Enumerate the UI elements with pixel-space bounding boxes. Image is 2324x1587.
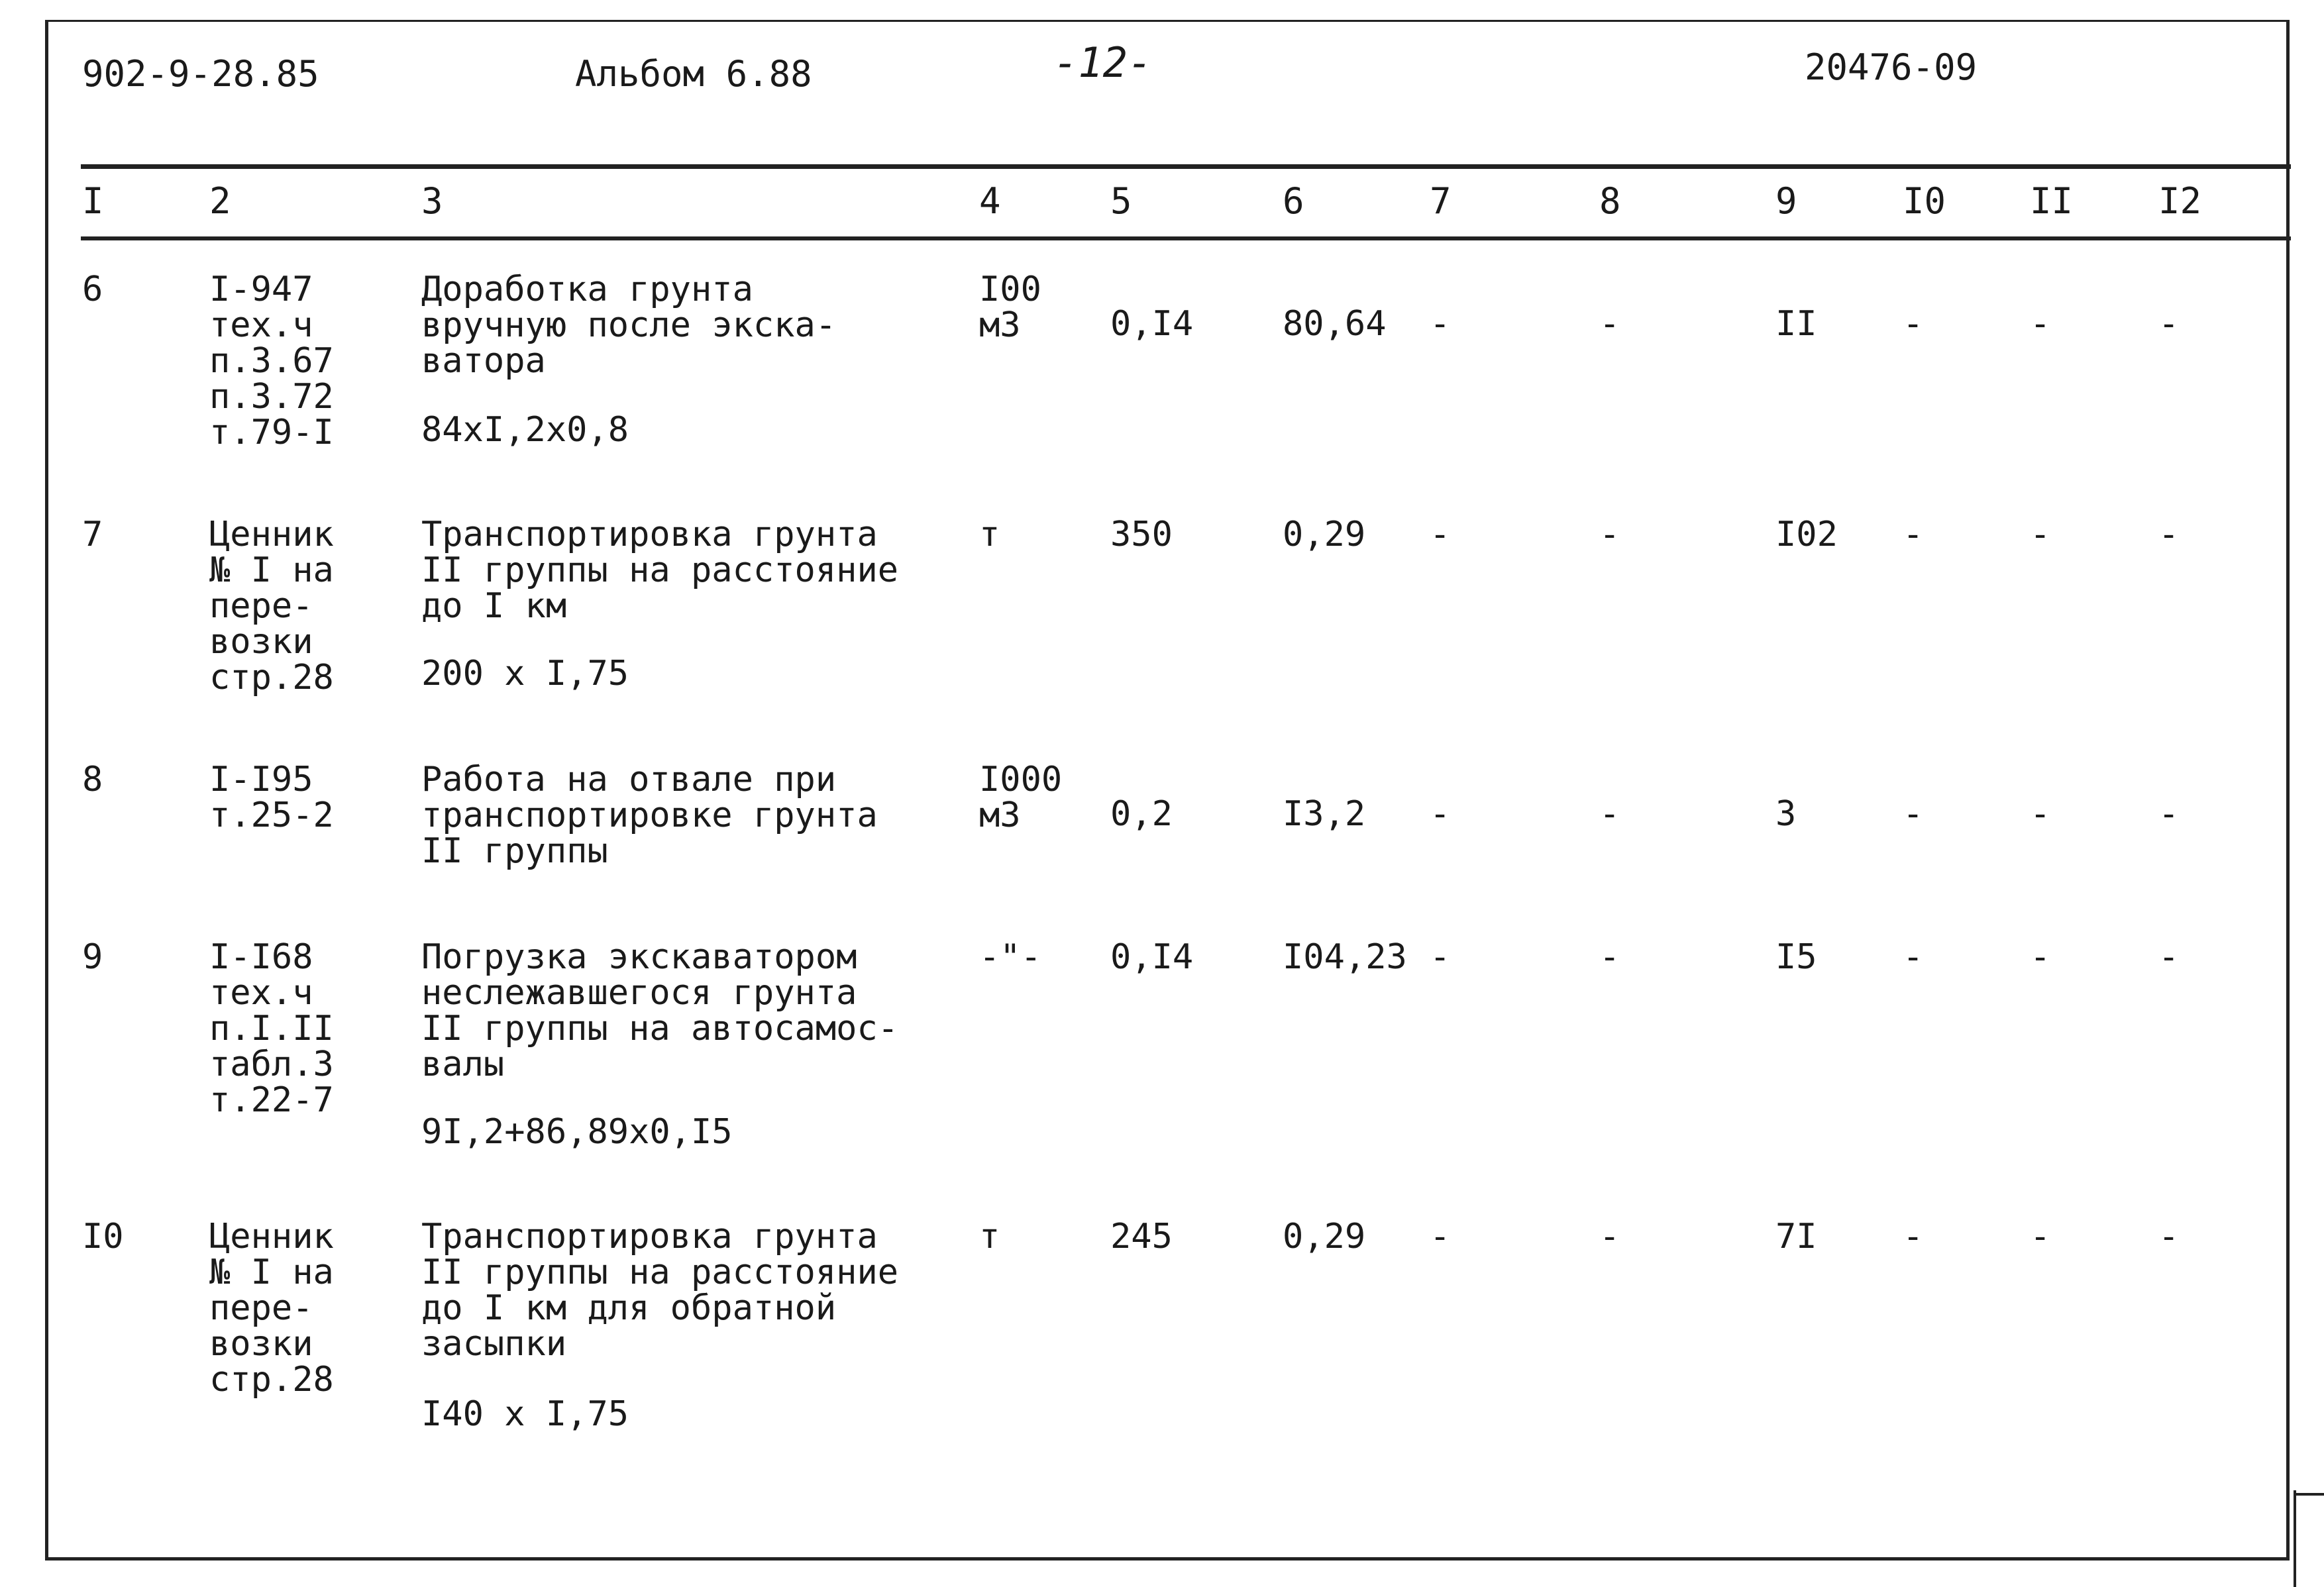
col8-value: -	[1599, 304, 1620, 344]
col12-value: -	[2158, 937, 2180, 977]
quantity: 350	[1110, 515, 1173, 554]
col8-value: -	[1599, 515, 1620, 554]
table-header-rule	[81, 236, 2291, 240]
column-header-1: I	[82, 180, 104, 222]
column-header-8: 8	[1599, 180, 1621, 222]
work-description: Доработка грунта вручную после экска- ватора	[421, 270, 837, 381]
col10-value: -	[1903, 937, 1924, 977]
work-description: Транспортировка грунта II группы на расстояние до I км для обратной засыпки	[421, 1217, 899, 1364]
column-header-5: 5	[1110, 180, 1132, 222]
col9-value: 3	[1775, 794, 1797, 834]
row-number: 7	[82, 515, 103, 554]
work-description: Работа на отвале при транспортировке грунта II группы	[421, 760, 878, 871]
col12-value: -	[2158, 515, 2180, 554]
sheet-id: 20476-09	[1805, 46, 1978, 88]
col10-value: -	[1903, 1217, 1924, 1256]
col6-value: I04,23	[1283, 937, 1407, 977]
volume-calculation: 200 x I,75	[421, 654, 629, 693]
page-frame	[45, 20, 2290, 1561]
col7-value: -	[1430, 794, 1451, 834]
col7-value: -	[1430, 937, 1451, 977]
norm-reference: I-947 тех.ч п.3.67 п.3.72 т.79-I	[209, 270, 334, 452]
col6-value: 80,64	[1283, 304, 1387, 344]
album-label: Альбом 6.88	[575, 53, 812, 95]
column-header-2: 2	[209, 180, 231, 222]
col11-value: -	[2030, 1217, 2051, 1256]
column-header-7: 7	[1430, 180, 1452, 222]
col11-value: -	[2030, 304, 2051, 344]
col6-value: 0,29	[1283, 1217, 1366, 1256]
volume-calculation: I40 x I,75	[421, 1394, 629, 1434]
quantity: 0,I4	[1110, 304, 1194, 344]
volume-calculation: 9I,2+86,89x0,I5	[421, 1112, 733, 1152]
col8-value: -	[1599, 1217, 1620, 1256]
norm-reference: I-I68 тех.ч п.I.II табл.3 т.22-7	[209, 937, 334, 1120]
quantity: 0,I4	[1110, 937, 1194, 977]
row-number: 6	[82, 270, 103, 309]
quantity: 0,2	[1110, 794, 1173, 834]
volume-calculation: 84xI,2x0,8	[421, 410, 629, 450]
row-number: 9	[82, 937, 103, 977]
col9-value: II	[1775, 304, 1817, 344]
col11-value: -	[2030, 937, 2051, 977]
norm-reference: Ценник № I на пере- возки стр.28	[209, 1217, 334, 1400]
col8-value: -	[1599, 794, 1620, 834]
row-number: 8	[82, 760, 103, 799]
frame-corner-mark	[2294, 1493, 2324, 1496]
column-header-12: I2	[2158, 180, 2202, 222]
col12-value: -	[2158, 304, 2180, 344]
col9-value: I5	[1775, 937, 1817, 977]
col8-value: -	[1599, 937, 1620, 977]
page-number: -12-	[1053, 38, 1153, 87]
column-header-4: 4	[979, 180, 1001, 222]
unit: т	[979, 1217, 1000, 1256]
norm-reference: I-I95 т.25-2	[209, 760, 334, 835]
col7-value: -	[1430, 515, 1451, 554]
unit: I000 м3	[979, 760, 1063, 835]
col10-value: -	[1903, 515, 1924, 554]
col12-value: -	[2158, 1217, 2180, 1256]
column-header-11: II	[2030, 180, 2074, 222]
col9-value: I02	[1775, 515, 1838, 554]
column-header-3: 3	[421, 180, 443, 222]
column-header-6: 6	[1283, 180, 1304, 222]
col9-value: 7I	[1775, 1217, 1817, 1256]
col12-value: -	[2158, 794, 2180, 834]
unit: т	[979, 515, 1000, 554]
col6-value: I3,2	[1283, 794, 1366, 834]
col11-value: -	[2030, 515, 2051, 554]
unit: -"-	[979, 937, 1041, 977]
col10-value: -	[1903, 304, 1924, 344]
table-top-rule	[81, 164, 2291, 169]
work-description: Погрузка экскаватором неслежавшегося грунта II группы на автосамос- валы	[421, 937, 899, 1084]
unit: I00 м3	[979, 270, 1041, 345]
col7-value: -	[1430, 304, 1451, 344]
column-header-9: 9	[1775, 180, 1797, 222]
col7-value: -	[1430, 1217, 1451, 1256]
col10-value: -	[1903, 794, 1924, 834]
doc-code: 902-9-28.85	[82, 53, 319, 95]
work-description: Транспортировка грунта II группы на расстояние до I км	[421, 515, 899, 626]
norm-reference: Ценник № I на пере- возки стр.28	[209, 515, 334, 697]
col11-value: -	[2030, 794, 2051, 834]
col6-value: 0,29	[1283, 515, 1366, 554]
column-header-10: I0	[1903, 180, 1946, 222]
frame-corner-mark-vertical	[2294, 1490, 2296, 1587]
quantity: 245	[1110, 1217, 1173, 1256]
row-number: I0	[82, 1217, 124, 1256]
